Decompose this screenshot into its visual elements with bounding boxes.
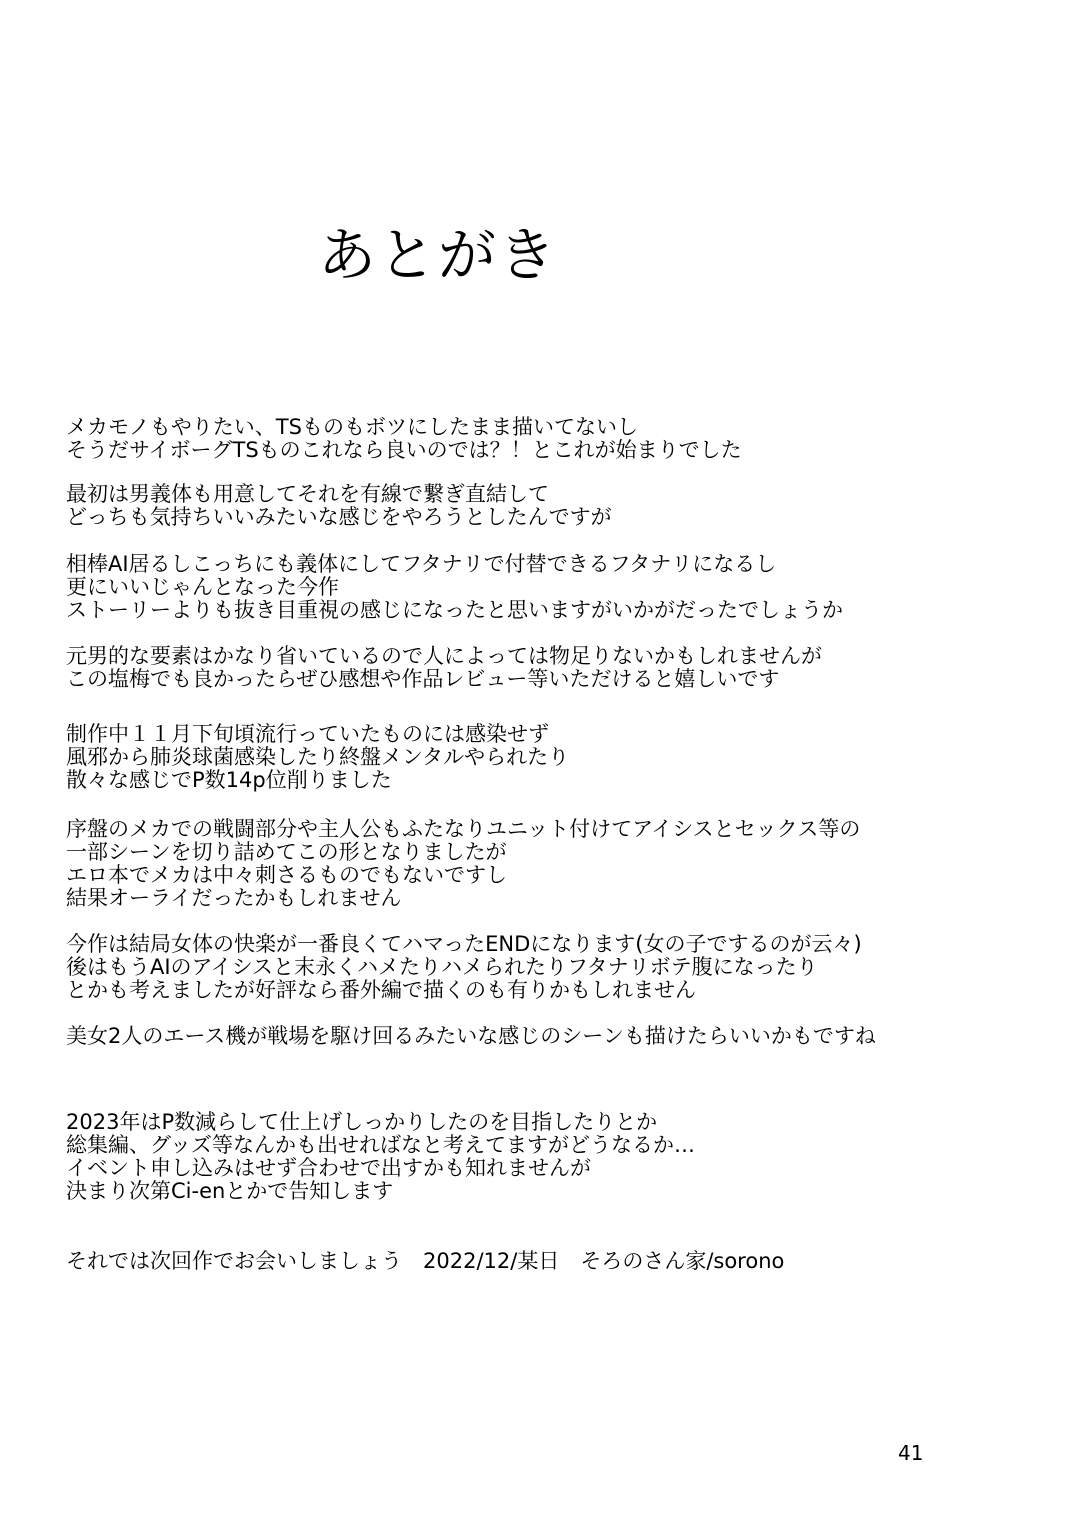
text-line: イベント申し込みはせず合わせで出すかも知れませんが — [66, 1156, 591, 1180]
closing-line: それでは次回作でお会いしましょう 2022/12/某日 そろのさん家/sorono — [66, 1249, 785, 1273]
text-line: 今作は結局女体の快楽が一番良くてハマったENDになります(女の子でするのが云々) — [66, 932, 862, 956]
text-line: とかも考えましたが好評なら番外編で描くのも有りかもしれません — [66, 978, 696, 1002]
text-line: どっちも気持ちいいみたいな感じをやろうとしたんですが — [66, 505, 612, 529]
text-line: 2023年はP数減らして仕上げしっかりしたのを目指したりとか — [66, 1110, 658, 1134]
text-line: 決まり次第Ci-enとかで告知します — [66, 1179, 394, 1203]
text-line: ストーリーよりも抜き目重視の感じになったと思いますがいかがだったでしょうか — [66, 598, 843, 622]
text-line: そうだサイボーグTSものこれなら良いのでは？！とこれが始まりでした — [66, 438, 742, 462]
text-line: 美女2人のエース機が戦場を駆け回るみたいな感じのシーンも描けたらいいかもですね — [66, 1024, 876, 1048]
text-line: エロ本でメカは中々刺さるものでもないですし — [66, 863, 507, 887]
text-line: 一部シーンを切り詰めてこの形となりましたが — [66, 840, 507, 864]
text-line: 総集編、グッズ等なんかも出せればなと考えてますがどうなるか… — [66, 1133, 695, 1157]
page-number: 41 — [898, 1441, 924, 1465]
text-line: この塩梅でも良かったらぜひ感想や作品レビュー等いただけると嬉しいです — [66, 667, 780, 691]
text-line: 元男的な要素はかなり省いているので人によっては物足りないかもしれませんが — [66, 644, 822, 668]
text-line: 制作中１１月下旬頃流行っていたものには感染せず — [66, 722, 549, 746]
text-line: 散々な感じでP数14p位削りました — [66, 768, 392, 792]
text-line: メカモノもやりたい、TSものもボツにしたまま描いてないし — [66, 415, 638, 439]
text-line: 序盤のメカでの戦闘部分や主人公もふたなりユニット付けてアイシスとセックス等の — [66, 817, 861, 841]
text-line: 更にいいじゃんとなった今作 — [66, 575, 339, 599]
text-line: 後はもうAIのアイシスと末永くハメたりハメられたりフタナリボテ腹になったり — [66, 955, 818, 979]
text-line: 風邪から肺炎球菌感染したり終盤メンタルやられたり — [66, 745, 570, 769]
text-line: 相棒AI居るしこっちにも義体にしてフタナリで付替できるフタナリになるし — [66, 552, 777, 576]
text-line: 最初は男義体も用意してそれを有線で繋ぎ直結して — [66, 482, 549, 506]
text-line: 結果オーライだったかもしれません — [66, 886, 402, 910]
page-title: あとがき — [318, 221, 559, 289]
